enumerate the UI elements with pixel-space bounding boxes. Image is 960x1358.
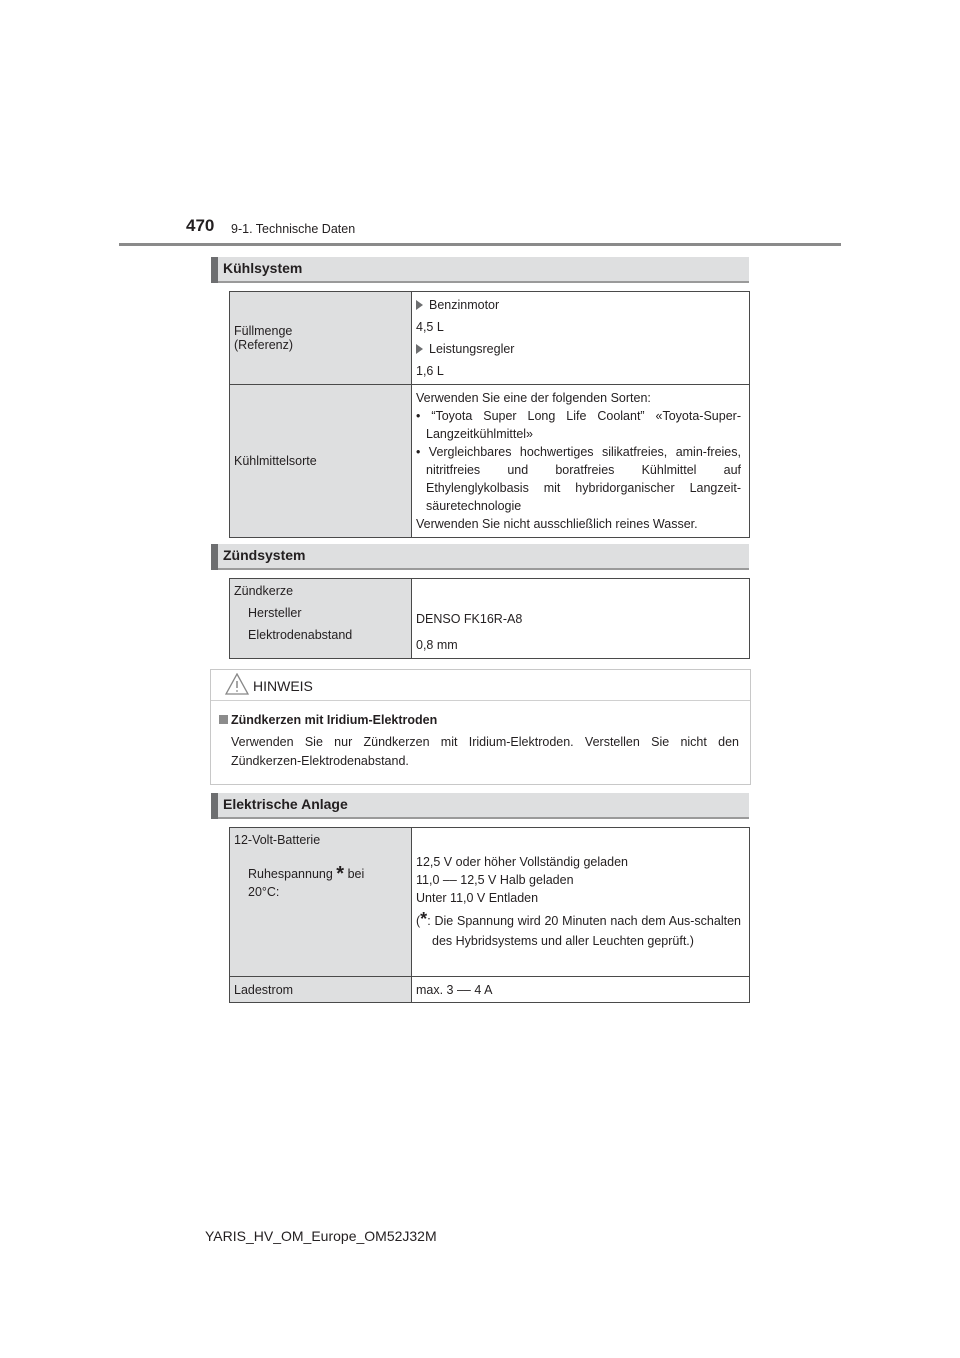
header-rule: [119, 243, 841, 246]
electrical-table: [229, 827, 750, 1003]
capacity-label: Füllmenge (Referenz): [230, 292, 412, 385]
page-number: 470: [186, 216, 215, 235]
section-header-ignition: [211, 544, 749, 570]
ignition-values: DENSO FK16R-A8 0,8 mm: [412, 579, 750, 659]
notice-label: HINWEIS: [253, 678, 313, 694]
notice-body: Verwenden Sie nur Zündkerzen mit Iridium-Elektroden. Verstellen Sie nicht den Zündkerzen-Elektrodenabstand.: [231, 735, 739, 768]
triangle-bullet-icon: [416, 300, 423, 310]
ignition-table: [229, 578, 750, 659]
chapter-title: 9-1. Technische Daten: [231, 222, 356, 236]
capacity-values: Benzinmotor 4,5 L Leistungsregler 1,6 L: [412, 292, 750, 385]
triangle-bullet-icon: [416, 344, 423, 354]
current-label: Ladestrom: [230, 977, 412, 1003]
warning-icon: [225, 673, 249, 695]
square-bullet-icon: [219, 715, 228, 724]
notice-header: [211, 670, 750, 701]
footer-code: YARIS_HV_OM_Europe_OM52J32M: [205, 1228, 437, 1244]
coolant-value: Verwenden Sie eine der folgenden Sorten: • “Toyota Super Long Life Coolant” «Toyota-Super-Langzeitkühlmittel» • Vergleichbares hochwertiges silikatfreies, amin-freies, nitritfreies und boratfreies Kühlmittel auf Ethylenglykolbasis mit hybridorganischer Langzeit-säuretechnologie Verwenden Sie nicht ausschließlich reines Wasser.: [412, 385, 750, 538]
current-value: max. 3 –– 4 A: [412, 977, 750, 1003]
coolant-label: Kühlmittelsorte: [230, 385, 412, 538]
battery-labels: 12-Volt-Batterie Ruhespannung * bei 20°C:: [230, 828, 412, 977]
battery-values: 12,5 V oder höher Vollständig geladen 11,0 –– 12,5 V Halb geladen Unter 11,0 V Entladen (*: Die Spannung wird 20 Minuten nach dem Aus-schalten des Hybridsystems und aller Leuchten geprüft.): [412, 828, 750, 977]
section-header-cooling: [211, 257, 749, 283]
section-title: Zündsystem: [223, 547, 306, 563]
notice-title: Zündkerzen mit Iridium-Elektroden: [231, 713, 438, 727]
ignition-labels: Zündkerze Hersteller Elektrodenabstand: [230, 579, 412, 659]
notice-box: [210, 669, 751, 785]
section-header-electrical: [211, 793, 749, 819]
battery-footnote: (*: Die Spannung wird 20 Minuten nach dem Aus-schalten des Hybridsystems und aller Leuchten geprüft.): [416, 909, 741, 948]
cooling-table: [229, 291, 750, 538]
section-title: Elektrische Anlage: [223, 796, 348, 812]
section-title: Kühlsystem: [223, 260, 303, 276]
